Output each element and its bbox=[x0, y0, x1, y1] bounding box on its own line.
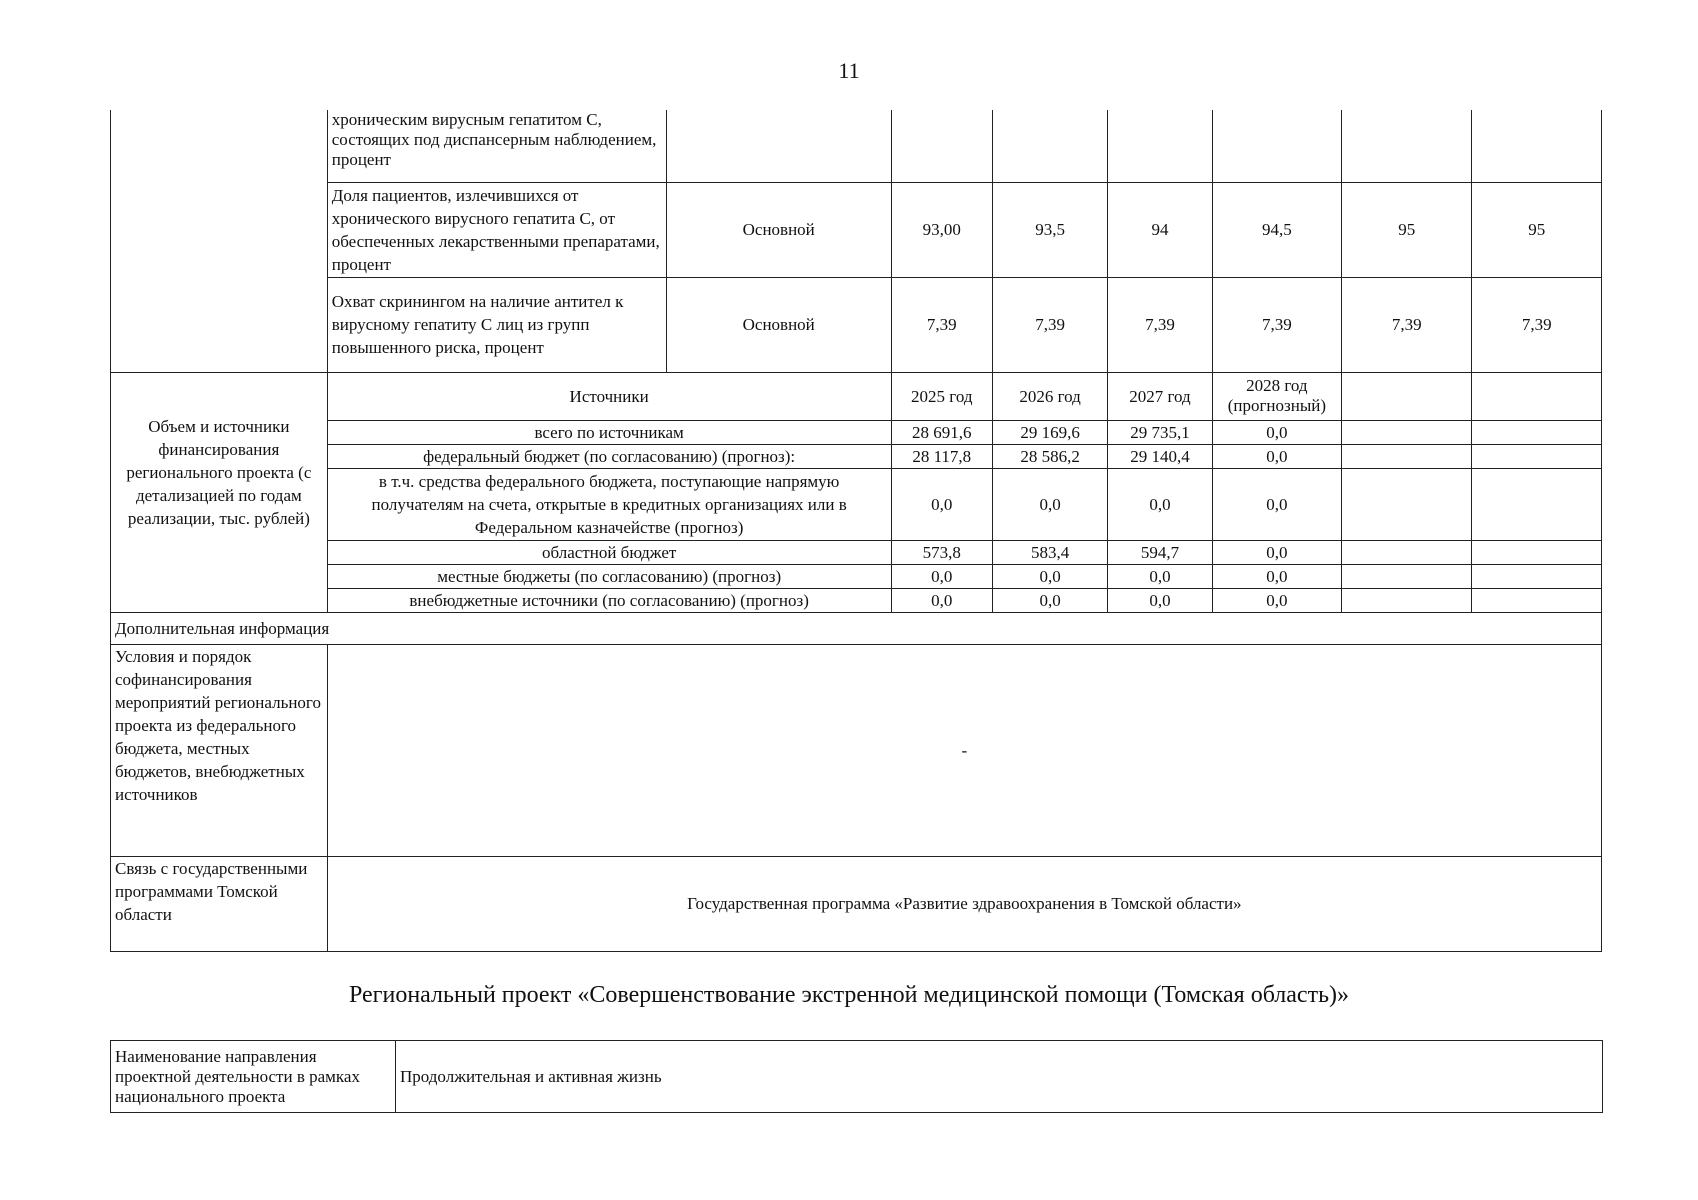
indicator-name: Доля пациентов, излечившихся от хронического вирусного гепатита С, от обеспеченных лекарственными препаратами, процент bbox=[327, 182, 666, 277]
financing-value: 0,0 bbox=[891, 564, 992, 588]
direction-table bbox=[110, 1040, 1603, 1113]
financing-source: местные бюджеты (по согласованию) (прогноз) bbox=[327, 564, 891, 588]
financing-value: 28 691,6 bbox=[891, 420, 992, 444]
empty-cell bbox=[1472, 540, 1602, 564]
section-title: Региональный проект «Совершенствование экстренной медицинской помощи (Томская область)» bbox=[348, 982, 1350, 1008]
financing-source: областной бюджет bbox=[327, 540, 891, 564]
indicator-name: хроническим вирусным гепатитом С, состоящих под диспансерным наблюдением, процент bbox=[327, 110, 666, 182]
indicator-row bbox=[111, 182, 1602, 277]
cofinancing-row bbox=[111, 644, 1602, 856]
financing-value: 594,7 bbox=[1108, 540, 1212, 564]
state-programs-label: Связь с государственными программами Томской области bbox=[111, 856, 328, 951]
financing-value: 29 735,1 bbox=[1108, 420, 1212, 444]
indicator-value: 7,39 bbox=[992, 277, 1107, 372]
empty-cell bbox=[1472, 588, 1602, 612]
financing-row bbox=[111, 420, 1602, 444]
financing-value: 0,0 bbox=[1108, 564, 1212, 588]
financing-value: 0,0 bbox=[1212, 468, 1341, 540]
cofinancing-label: Условия и порядок софинансирования мероприятий регионального проекта из федерального бюджета, местных бюджетов, внебюджетных источников bbox=[111, 644, 328, 856]
financing-value: 0,0 bbox=[1212, 420, 1341, 444]
indicator-value bbox=[891, 110, 992, 182]
financing-header-row bbox=[111, 372, 1602, 420]
financing-row bbox=[111, 468, 1602, 540]
year-header: 2026 год bbox=[992, 372, 1107, 420]
additional-info-heading: Дополнительная информация bbox=[111, 612, 1602, 644]
passport-table bbox=[110, 110, 1602, 952]
indicator-row bbox=[111, 277, 1602, 372]
empty-cell bbox=[1472, 444, 1602, 468]
empty-cell bbox=[1472, 372, 1602, 420]
empty-cell bbox=[1342, 588, 1472, 612]
financing-row bbox=[111, 540, 1602, 564]
financing-row bbox=[111, 564, 1602, 588]
empty-cell bbox=[1472, 420, 1602, 444]
additional-info-row bbox=[111, 612, 1602, 644]
financing-source: внебюджетные источники (по согласованию) (прогноз) bbox=[327, 588, 891, 612]
indicator-value bbox=[1472, 110, 1602, 182]
indicator-value bbox=[1108, 110, 1212, 182]
empty-cell bbox=[1342, 444, 1472, 468]
indicator-value: 7,39 bbox=[891, 277, 992, 372]
financing-value: 28 117,8 bbox=[891, 444, 992, 468]
financing-value: 0,0 bbox=[1212, 564, 1341, 588]
state-programs-value: Государственная программа «Развитие здравоохранения в Томской области» bbox=[327, 856, 1601, 951]
financing-source: федеральный бюджет (по согласованию) (прогноз): bbox=[327, 444, 891, 468]
empty-cell bbox=[1342, 540, 1472, 564]
indicator-name: Охват скринингом на наличие антител к вирусному гепатиту С лиц из групп повышенного риска, процент bbox=[327, 277, 666, 372]
direction-label: Наименование направления проектной деятельности в рамках национального проекта bbox=[111, 1041, 396, 1113]
indicator-value: 94 bbox=[1108, 182, 1212, 277]
indicator-value bbox=[1342, 110, 1472, 182]
indicator-value: 93,00 bbox=[891, 182, 992, 277]
financing-value: 583,4 bbox=[992, 540, 1107, 564]
financing-value: 0,0 bbox=[1212, 540, 1341, 564]
empty-cell bbox=[1342, 420, 1472, 444]
indicator-value: 93,5 bbox=[992, 182, 1107, 277]
indicator-type: Основной bbox=[666, 277, 891, 372]
financing-value: 0,0 bbox=[891, 588, 992, 612]
empty-cell bbox=[1342, 372, 1472, 420]
indicator-type: Основной bbox=[666, 182, 891, 277]
page-number: 11 bbox=[838, 58, 860, 83]
financing-value: 29 140,4 bbox=[1108, 444, 1212, 468]
indicator-type bbox=[666, 110, 891, 182]
indicator-value: 7,39 bbox=[1212, 277, 1341, 372]
year-header: 2025 год bbox=[891, 372, 992, 420]
indicator-value: 94,5 bbox=[1212, 182, 1341, 277]
financing-source: в т.ч. средства федерального бюджета, поступающие напрямую получателям на счета, открытые в кредитных организациях или в Федеральном казначействе (прогноз) bbox=[327, 468, 891, 540]
indicator-value: 7,39 bbox=[1472, 277, 1602, 372]
empty-cell bbox=[1472, 468, 1602, 540]
empty-cell bbox=[1472, 564, 1602, 588]
year-header: 2028 год (прогнозный) bbox=[1212, 372, 1341, 420]
financing-value: 0,0 bbox=[1108, 588, 1212, 612]
financing-value: 0,0 bbox=[891, 468, 992, 540]
financing-value: 0,0 bbox=[1212, 588, 1341, 612]
empty-label-cell bbox=[111, 110, 328, 372]
financing-row bbox=[111, 444, 1602, 468]
financing-value: 29 169,6 bbox=[992, 420, 1107, 444]
indicator-value bbox=[992, 110, 1107, 182]
financing-label: Объем и источники финансирования регионального проекта (с детализацией по годам реализации, тыс. рублей) bbox=[111, 372, 328, 612]
financing-value: 28 586,2 bbox=[992, 444, 1107, 468]
sources-header: Источники bbox=[327, 372, 891, 420]
state-programs-row bbox=[111, 856, 1602, 951]
financing-value: 0,0 bbox=[992, 468, 1107, 540]
indicator-value bbox=[1212, 110, 1341, 182]
financing-value: 0,0 bbox=[1212, 444, 1341, 468]
indicator-row bbox=[111, 110, 1602, 182]
direction-row bbox=[111, 1041, 1603, 1113]
financing-value: 0,0 bbox=[992, 588, 1107, 612]
indicator-value: 7,39 bbox=[1342, 277, 1472, 372]
financing-value: 0,0 bbox=[992, 564, 1107, 588]
indicator-value: 95 bbox=[1472, 182, 1602, 277]
indicator-value: 7,39 bbox=[1108, 277, 1212, 372]
empty-cell bbox=[1342, 468, 1472, 540]
financing-source: всего по источникам bbox=[327, 420, 891, 444]
indicator-value: 95 bbox=[1342, 182, 1472, 277]
direction-value: Продолжительная и активная жизнь bbox=[396, 1041, 1603, 1113]
financing-row bbox=[111, 588, 1602, 612]
financing-value: 0,0 bbox=[1108, 468, 1212, 540]
year-header: 2027 год bbox=[1108, 372, 1212, 420]
cofinancing-value: - bbox=[327, 644, 1601, 856]
financing-value: 573,8 bbox=[891, 540, 992, 564]
empty-cell bbox=[1342, 564, 1472, 588]
